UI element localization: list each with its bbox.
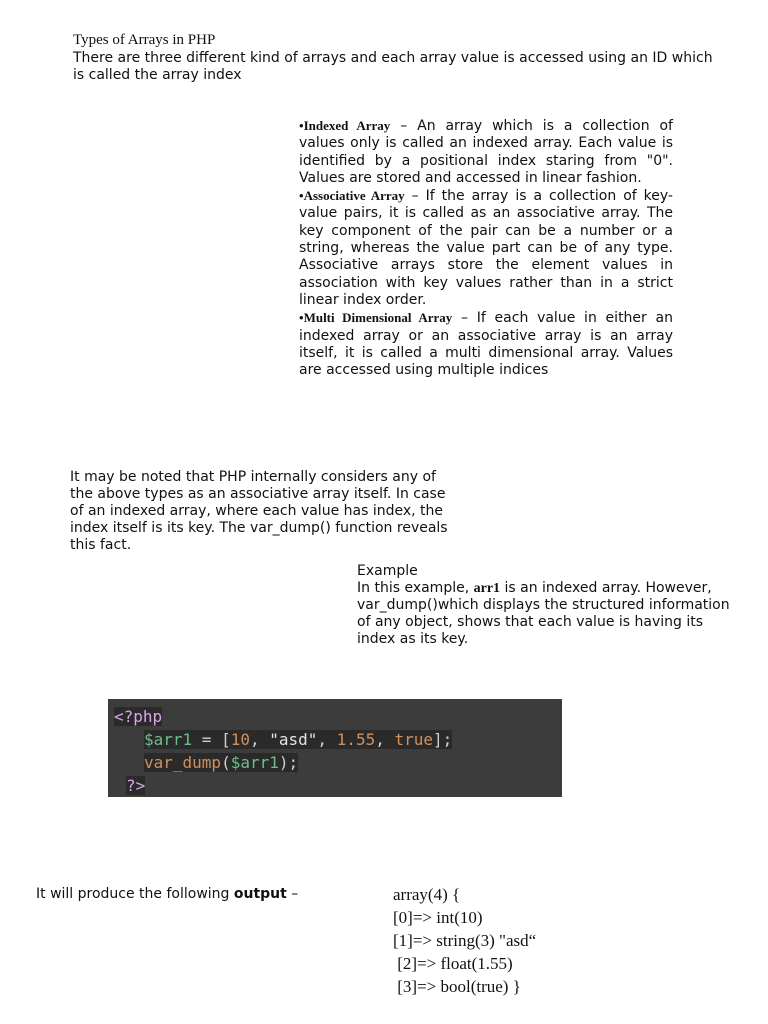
example-text: In this example, arr1 is an indexed array. However, var_dump()which displays the structured information of any object, shows that each value is having its index as its key. (357, 580, 730, 647)
intro-text: There are three different kind of arrays and each array value is accessed using an ID which is called the array index (73, 50, 713, 83)
type-indexed: •Indexed Array – An array which is a collection of values only is called an indexed array. Each value is identified by a positional index staring from "0". Values are stored and accessed in linear fashion. (299, 118, 673, 186)
type-associative: •Associative Array – If the array is a collection of key-value pairs, it is called as an associative array. The key component of the pair can be a number or a string, whereas the value part can be of any type. Associative arrays store the element values in association with key values rather than in a strict linear index order. (299, 188, 673, 308)
term-indexed-array: Indexed Array (303, 118, 391, 133)
type-multidimensional: •Multi Dimensional Array – If each value in either an indexed array or an associative array is an array itself, it is called a multi dimensional array. Values are accessed using multiple indices (299, 310, 673, 379)
example-var-name: arr1 (473, 581, 501, 596)
associative-note: It may be noted that PHP internally considers any of the above types as an associative array itself. In case of an indexed array, where each value has index, the index itself is its key. The var_dump() function reveals this fact. (70, 469, 448, 553)
page-title: Types of Arrays in PHP (73, 32, 216, 48)
output-line: [1]=> string(3) "asd“ (393, 931, 537, 950)
code-line-var-dump: var_dump($arr1); (144, 753, 299, 772)
output-line: [3]=> bool(true) } (393, 977, 521, 996)
php-open-tag: <?php (114, 707, 163, 726)
output-label: It will produce the following output – (36, 886, 299, 902)
code-block (108, 699, 562, 797)
output-line: array(4) { (393, 885, 461, 904)
php-close-tag: ?> (126, 776, 146, 795)
output-line: [2]=> float(1.55) (393, 954, 513, 973)
output-line: [0]=> int(10) (393, 908, 483, 927)
term-multi-dimensional-array: Multi Dimensional Array (303, 310, 453, 326)
term-associative-array: Associative Array (303, 188, 405, 204)
array-types-list (299, 117, 673, 379)
example-section (357, 563, 737, 648)
code-line-array: $arr1 = [10, "asd", 1.55, true]; (144, 730, 453, 749)
example-heading: Example (357, 563, 418, 579)
output-block (393, 883, 536, 998)
